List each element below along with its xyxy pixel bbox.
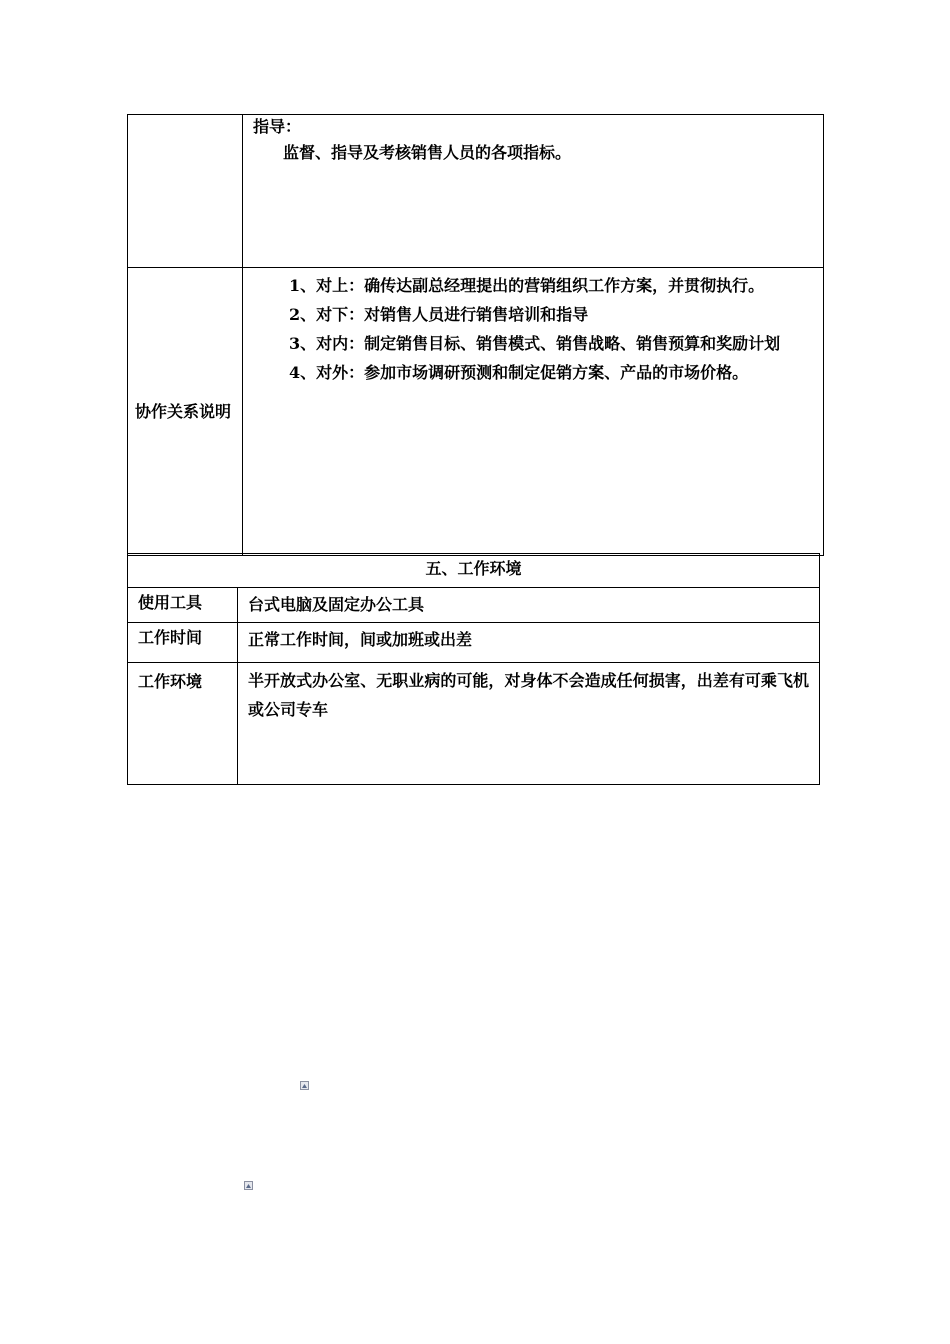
env-row-value: 半开放式办公室、无职业病的可能，对身体不会造成任何损害，出差有可乘飞机或公司专车 bbox=[238, 663, 820, 785]
work-environment-table bbox=[127, 553, 820, 785]
guidance-label-cell bbox=[128, 115, 243, 268]
env-row-tools bbox=[128, 588, 820, 623]
guidance-content-cell bbox=[243, 115, 824, 268]
cooperation-item-down: 2、对下：对销售人员进行销售培训和指导 bbox=[289, 305, 589, 324]
responsibility-table bbox=[127, 114, 824, 556]
env-row-label: 使用工具 bbox=[128, 588, 238, 623]
cooperation-label: 协作关系说明 bbox=[135, 402, 232, 421]
cooperation-row bbox=[128, 268, 824, 556]
cooperation-item-outer: 4、对外：参加市场调研预测和制定促销方案、产品的市场价格。 bbox=[289, 363, 749, 382]
env-row-label: 工作时间 bbox=[128, 623, 238, 663]
cooperation-label-cell bbox=[128, 268, 243, 556]
guidance-row bbox=[128, 115, 824, 268]
env-row-value: 台式电脑及固定办公工具 bbox=[238, 588, 820, 623]
cooperation-item-up: 1、对上：确传达副总经理提出的营销组织工作方案，并贯彻执行。 bbox=[289, 276, 765, 295]
broken-image-icon bbox=[244, 1181, 253, 1190]
env-row-value: 正常工作时间，间或加班或出差 bbox=[238, 623, 820, 663]
section-title-row bbox=[128, 554, 820, 588]
broken-image-icon bbox=[300, 1081, 309, 1090]
guidance-heading: 指导： bbox=[253, 117, 302, 136]
env-row-hours bbox=[128, 623, 820, 663]
cooperation-content-cell bbox=[243, 268, 824, 556]
guidance-text: 监督、指导及考核销售人员的各项指标。 bbox=[283, 143, 572, 162]
cooperation-item-inner: 3、对内：制定销售目标、销售模式、销售战略、销售预算和奖励计划 bbox=[289, 334, 781, 353]
env-row-environment bbox=[128, 663, 820, 785]
section-title: 五、工作环境 bbox=[128, 554, 820, 588]
env-row-label: 工作环境 bbox=[128, 663, 238, 785]
